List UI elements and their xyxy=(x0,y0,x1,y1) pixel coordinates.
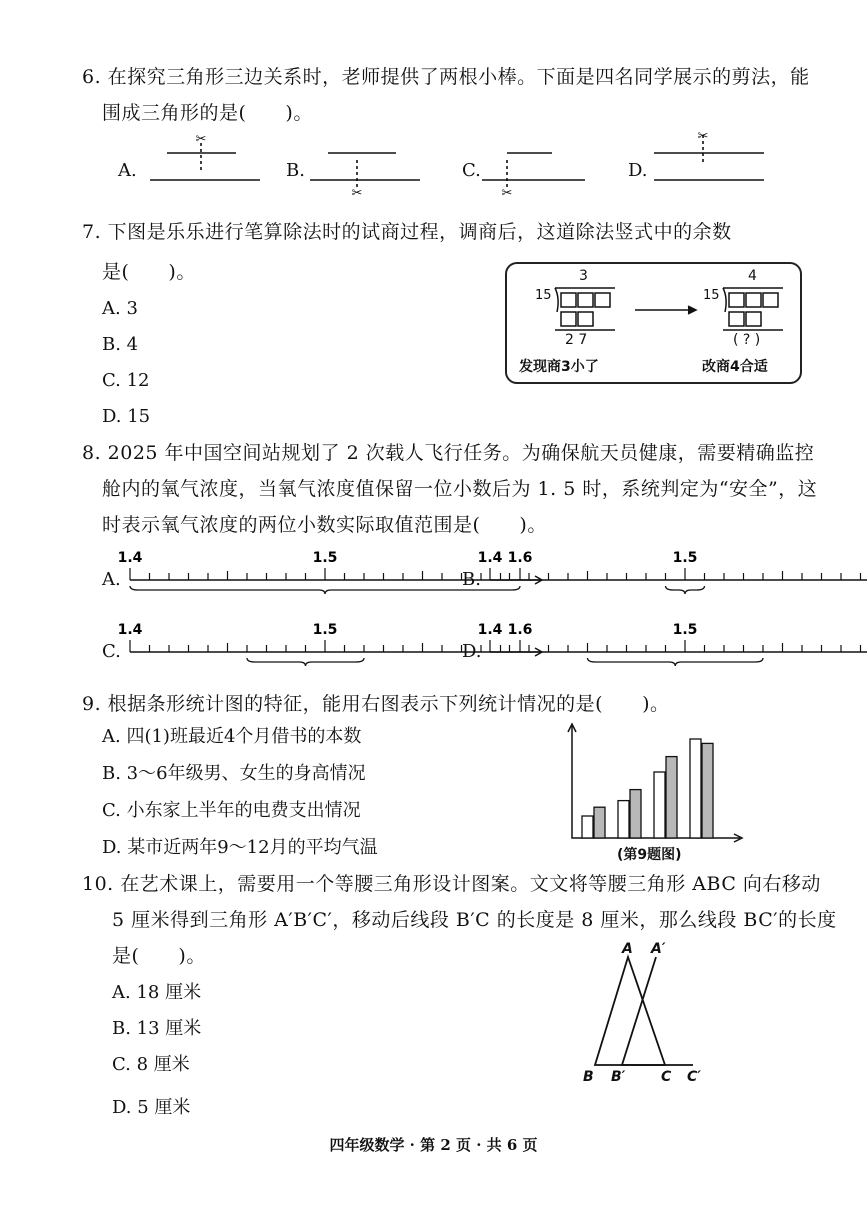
tick-label: 1.5 xyxy=(672,550,698,566)
scissors-icon: ✂ xyxy=(195,132,207,147)
label-c: C xyxy=(661,1069,672,1085)
q9-option-c[interactable]: C. 小东家上半年的电费支出情况 xyxy=(102,800,361,821)
q10-line1: 10. 在艺术课上，需要用一个等腰三角形设计图案。文文将等腰三角形 ABC 向右移动 xyxy=(82,873,821,895)
q7-line1: 7. 下图是乐乐进行笔算除法时的试商过程，调商后，这道除法竖式中的余数 xyxy=(82,221,732,243)
range-brace xyxy=(247,658,364,666)
q8-option-d[interactable]: D. xyxy=(462,641,482,662)
label-b-prime: B′ xyxy=(611,1069,626,1085)
number-line-b xyxy=(478,550,867,594)
bar-series-1 xyxy=(654,772,665,838)
bar-series-1 xyxy=(690,739,701,838)
q9-line1: 9. 根据条形统计图的特征，能用右图表示下列统计情况的是( )。 xyxy=(82,693,670,715)
q9-figure-caption: (第9题图) xyxy=(617,847,682,863)
bar-series-2 xyxy=(594,807,605,838)
label-c-prime: C′ xyxy=(687,1069,701,1085)
q7-line2: 是( )。 xyxy=(102,261,196,283)
bar-series-1 xyxy=(618,801,629,838)
tick-label: 1.5 xyxy=(312,622,338,638)
q7-right-divisor: 15 xyxy=(703,288,720,303)
label-a: A xyxy=(622,941,633,957)
label-a-prime: A′ xyxy=(651,941,666,957)
tick-label: 1.6 xyxy=(507,622,533,638)
q7-option-d[interactable]: D. 15 xyxy=(102,406,151,427)
q6-option-c[interactable]: C. xyxy=(462,160,481,181)
q6-stick-figures xyxy=(0,125,867,200)
scissors-icon: ✂ xyxy=(501,186,513,200)
q10-option-b[interactable]: B. 13 厘米 xyxy=(112,1018,202,1039)
bar-series-2 xyxy=(630,790,641,838)
tick-label: 1.6 xyxy=(507,550,533,566)
page-footer: 四年级数学 · 第 2 页 · 共 6 页 xyxy=(329,1136,538,1154)
q6-option-a[interactable]: A. xyxy=(118,160,137,181)
q10-line3: 是( )。 xyxy=(112,945,206,967)
q10-line2: 5 厘米得到三角形 A′B′C′，移动后线段 B′C 的长度是 8 厘米，那么线段 BC′的长度 xyxy=(112,909,837,931)
q7-left-remainder: 2 7 xyxy=(565,332,588,348)
range-brace xyxy=(130,586,520,594)
q10-option-c[interactable]: C. 8 厘米 xyxy=(112,1054,190,1075)
q8-number-lines xyxy=(0,540,867,690)
q7-left-quotient: 3 xyxy=(579,268,588,284)
q7-left-divisor: 15 xyxy=(535,288,552,303)
q9-option-b[interactable]: B. 3～6年级男、女生的身高情况 xyxy=(102,763,366,784)
q8-line1: 8. 2025 年中国空间站规划了 2 次载人飞行任务。为确保航天员健康，需要精确监控 xyxy=(82,442,815,464)
q8-line2: 舱内的氧气浓度，当氧气浓度值保留一位小数后为 1. 5 时，系统判定为“安全”，这 xyxy=(102,478,818,500)
q7-division-figure xyxy=(505,262,802,384)
tick-label: 1.4 xyxy=(477,622,503,638)
range-brace xyxy=(666,586,705,594)
q8-line3: 时表示氧气浓度的两位小数实际取值范围是( )。 xyxy=(102,514,547,536)
q9-bar-chart xyxy=(560,720,750,846)
q6-option-b[interactable]: B. xyxy=(286,160,305,181)
bar-series-1 xyxy=(582,816,593,838)
q10-option-d[interactable]: D. 5 厘米 xyxy=(112,1097,191,1118)
range-brace xyxy=(588,658,764,666)
q7-left-caption: 发现商3小了 xyxy=(519,359,599,375)
q9-option-a[interactable]: A. 四(1)班最近4个月借书的本数 xyxy=(102,726,362,747)
q8-option-c[interactable]: C. xyxy=(102,641,121,662)
scissors-icon: ✂ xyxy=(697,129,709,144)
q10-triangles-figure xyxy=(575,935,715,1085)
q8-option-a[interactable]: A. xyxy=(102,569,121,590)
q7-option-c[interactable]: C. 12 xyxy=(102,370,150,391)
tick-label: 1.4 xyxy=(117,622,143,638)
q10-option-a[interactable]: A. 18 厘米 xyxy=(112,982,202,1003)
tick-label: 1.5 xyxy=(312,550,338,566)
tick-label: 1.4 xyxy=(477,550,503,566)
bar-series-2 xyxy=(666,757,677,838)
q7-right-quotient: 4 xyxy=(748,268,757,284)
label-b: B xyxy=(583,1069,594,1085)
number-line-d xyxy=(478,622,867,666)
q6-line1: 6. 在探究三角形三边关系时，老师提供了两根小棒。下面是四名同学展示的剪法，能 xyxy=(82,66,810,88)
q6-line2: 围成三角形的是( )。 xyxy=(102,102,313,124)
tick-label: 1.4 xyxy=(117,550,143,566)
triangle-abc xyxy=(595,957,665,1065)
q7-right-remainder: ( ? ) xyxy=(733,332,761,348)
q7-right-caption: 改商4合适 xyxy=(702,359,768,375)
tick-label: 1.5 xyxy=(672,622,698,638)
q7-option-a[interactable]: A. 3 xyxy=(102,298,138,319)
q6-option-d[interactable]: D. xyxy=(628,160,648,181)
q9-option-d[interactable]: D. 某市近两年9～12月的平均气温 xyxy=(102,837,378,858)
bar-series-2 xyxy=(702,743,713,838)
q8-option-b[interactable]: B. xyxy=(462,569,481,590)
q7-option-b[interactable]: B. 4 xyxy=(102,334,139,355)
scissors-icon: ✂ xyxy=(351,186,363,200)
